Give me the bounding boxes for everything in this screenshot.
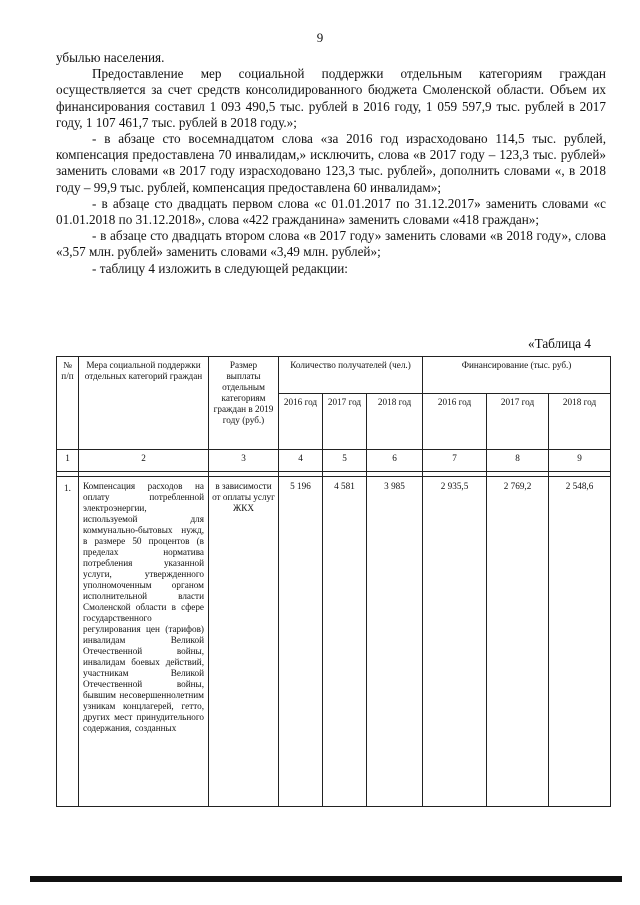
header-size: Размер выплаты отдельным категориям граждан в 2019 году (руб.)	[209, 357, 279, 450]
column-number-row	[57, 450, 611, 472]
column-number: 5	[323, 450, 367, 472]
column-number: 3	[209, 450, 279, 472]
header-financing: Финансирование (тыс. руб.)	[423, 357, 611, 394]
row-value: 2 935,5	[423, 477, 487, 807]
body-text	[56, 50, 606, 277]
header-num: № п/п	[57, 357, 79, 450]
table-row	[57, 477, 611, 807]
header-recipients: Количество получателей (чел.)	[279, 357, 423, 394]
column-number: 9	[549, 450, 611, 472]
column-number: 7	[423, 450, 487, 472]
row-value: 5 196	[279, 477, 323, 807]
paragraph: - в абзаце сто двадцать первом слова «с 01.01.2017 по 31.12.2017» заменить словами «с 01.01.2018 по 31.12.2018», слова «422 гражданина» заменить словами «418 граждан»;	[56, 195, 606, 228]
bottom-border-rule	[30, 876, 622, 882]
paragraph: - в абзаце сто двадцать втором слова «в 2017 году» заменить словами «в 2018 году», слова «3,57 млн. рублей» заменить словами «3,49 млн. рублей»;	[56, 228, 606, 260]
paragraph: убылью населения.	[56, 50, 165, 65]
header-year: 2016 год	[423, 394, 487, 450]
column-number: 1	[57, 450, 79, 472]
row-value: 2 769,2	[487, 477, 549, 807]
paragraph: Предоставление мер социальной поддержки отдельным категориям граждан осуществляется за счет средств консолидированного бюджета Смоленской области. Объем их финансирования составил 1 093 490,5 тыс. рублей в 2016 году, 1 059 597,9 тыс. рублей в 2017 году, 1 107 461,7 тыс. рублей в 2018 году.»;	[56, 66, 606, 130]
header-year: 2017 год	[487, 394, 549, 450]
row-value: 2 548,6	[549, 477, 611, 807]
column-number: 8	[487, 450, 549, 472]
column-number: 2	[79, 450, 209, 472]
header-year: 2017 год	[323, 394, 367, 450]
header-year: 2018 год	[367, 394, 423, 450]
table-caption: «Таблица 4	[528, 336, 591, 351]
row-value: 3 985	[367, 477, 423, 807]
column-number: 6	[367, 450, 423, 472]
header-year: 2018 год	[549, 394, 611, 450]
page-number: 9	[316, 30, 324, 45]
column-number: 4	[279, 450, 323, 472]
paragraph: - таблицу 4 изложить в следующей редакции:	[92, 260, 348, 276]
row-num: 1.	[57, 477, 79, 807]
header-measure: Мера социальной поддержки отдельных категорий граждан	[79, 357, 209, 450]
row-value: 4 581	[323, 477, 367, 807]
paragraph: - в абзаце сто восемнадцатом слова «за 2016 год израсходовано 114,5 тыс. рублей, компенсация предоставлена 70 инвалидам,» исключить, слова «в 2017 году – 123,3 тыс. рублей» заменить словами «в 2017 году израсходовано 123,3 тыс. рублей», дополнить словами «, в 2018 году – 99,9 тыс. рублей, компенсация предоставлена 60 инвалидам»;	[56, 131, 606, 195]
row-measure: Компенсация расходов на оплату потребленной электроэнергии, используемой для коммунально-бытовых нужд, в размере 50 процентов (в пределах норматива потребления указанной услуги, утвержденного уполномоченным органом исполнительной власти Смоленской области в сфере государственного регулирования цен (тарифов) инвалидам Великой Отечественной войны, инвалидам боевых действий, участникам Великой Отечественной войны, бывшим несовершеннолетним узникам концлагерей, гетто, других мест принудительного содержания, созданных	[79, 477, 209, 807]
header-year: 2016 год	[279, 394, 323, 450]
data-table	[56, 356, 611, 807]
row-size: в зависимости от оплаты услуг ЖКХ	[209, 477, 279, 807]
